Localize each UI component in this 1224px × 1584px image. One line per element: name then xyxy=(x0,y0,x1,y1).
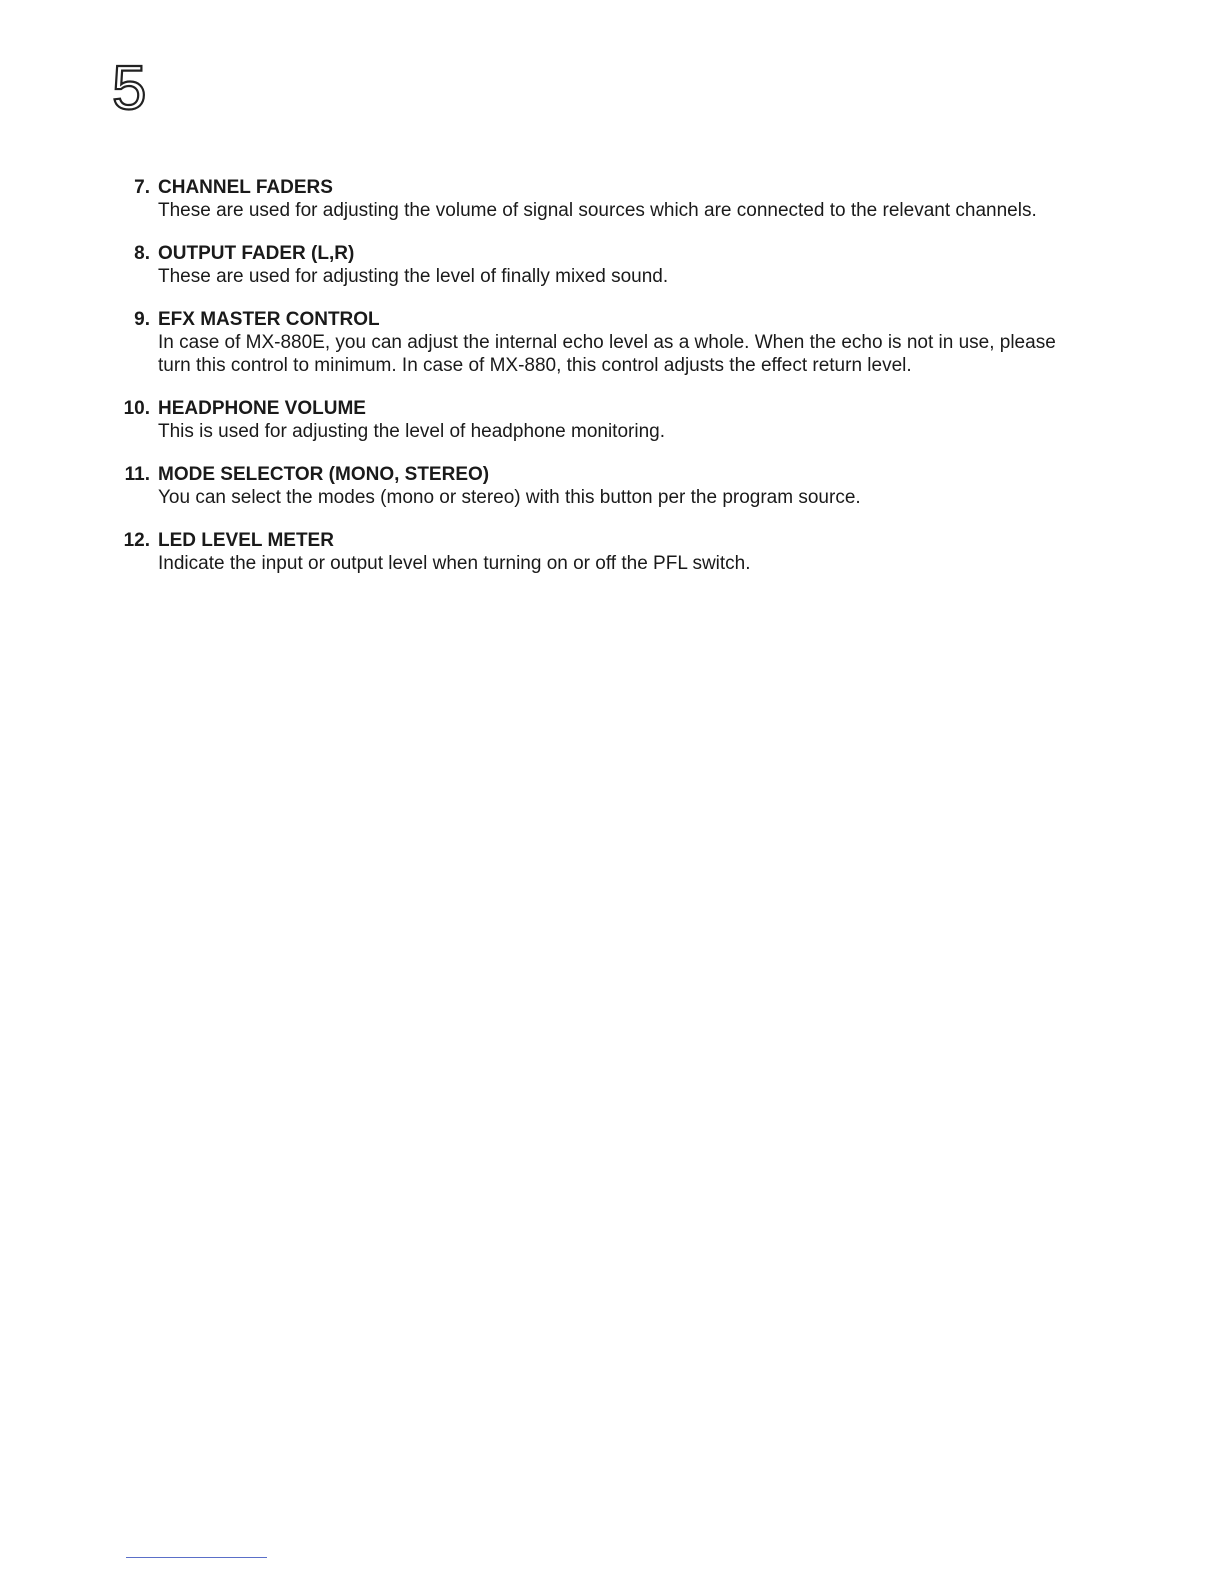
item-description: Indicate the input or output level when turning on or off the PFL switch. xyxy=(158,553,751,574)
item-number: 7. xyxy=(134,177,150,198)
item-title: MODE SELECTOR (MONO, STEREO) xyxy=(158,464,490,485)
page-number: 5 xyxy=(112,54,147,123)
item-title: LED LEVEL METER xyxy=(158,530,334,551)
item-title: EFX MASTER CONTROL xyxy=(158,309,380,330)
item-number: 9. xyxy=(134,309,150,330)
list-item-output-fader xyxy=(0,242,1224,288)
list-item-efx-master-control xyxy=(0,308,1224,377)
item-number: 11. xyxy=(124,464,150,485)
item-title: CHANNEL FADERS xyxy=(158,177,333,198)
item-description: These are used for adjusting the volume of signal sources which are connected to the relevant channels. xyxy=(158,200,1037,221)
list-item-led-level-meter xyxy=(0,529,1224,575)
item-description: In case of MX-880E, you can adjust the internal echo level as a whole. When the echo is not in use, please turn this control to minimum. In case of MX-880, this control adjusts the effect return level. xyxy=(158,332,1056,376)
item-title: HEADPHONE VOLUME xyxy=(158,398,366,419)
item-title: OUTPUT FADER (L,R) xyxy=(158,243,355,264)
item-list xyxy=(0,176,1224,595)
list-item-mode-selector xyxy=(0,463,1224,509)
item-description: You can select the modes (mono or stereo) with this button per the program source. xyxy=(158,487,861,508)
list-item-headphone-volume xyxy=(0,397,1224,443)
item-number: 8. xyxy=(134,243,150,264)
item-description: These are used for adjusting the level of finally mixed sound. xyxy=(158,266,669,287)
list-item-channel-faders xyxy=(0,176,1224,222)
item-description: This is used for adjusting the level of headphone monitoring. xyxy=(158,421,665,442)
item-number: 12. xyxy=(123,530,150,551)
item-number: 10. xyxy=(123,398,150,419)
bottom-rule xyxy=(126,1557,267,1558)
